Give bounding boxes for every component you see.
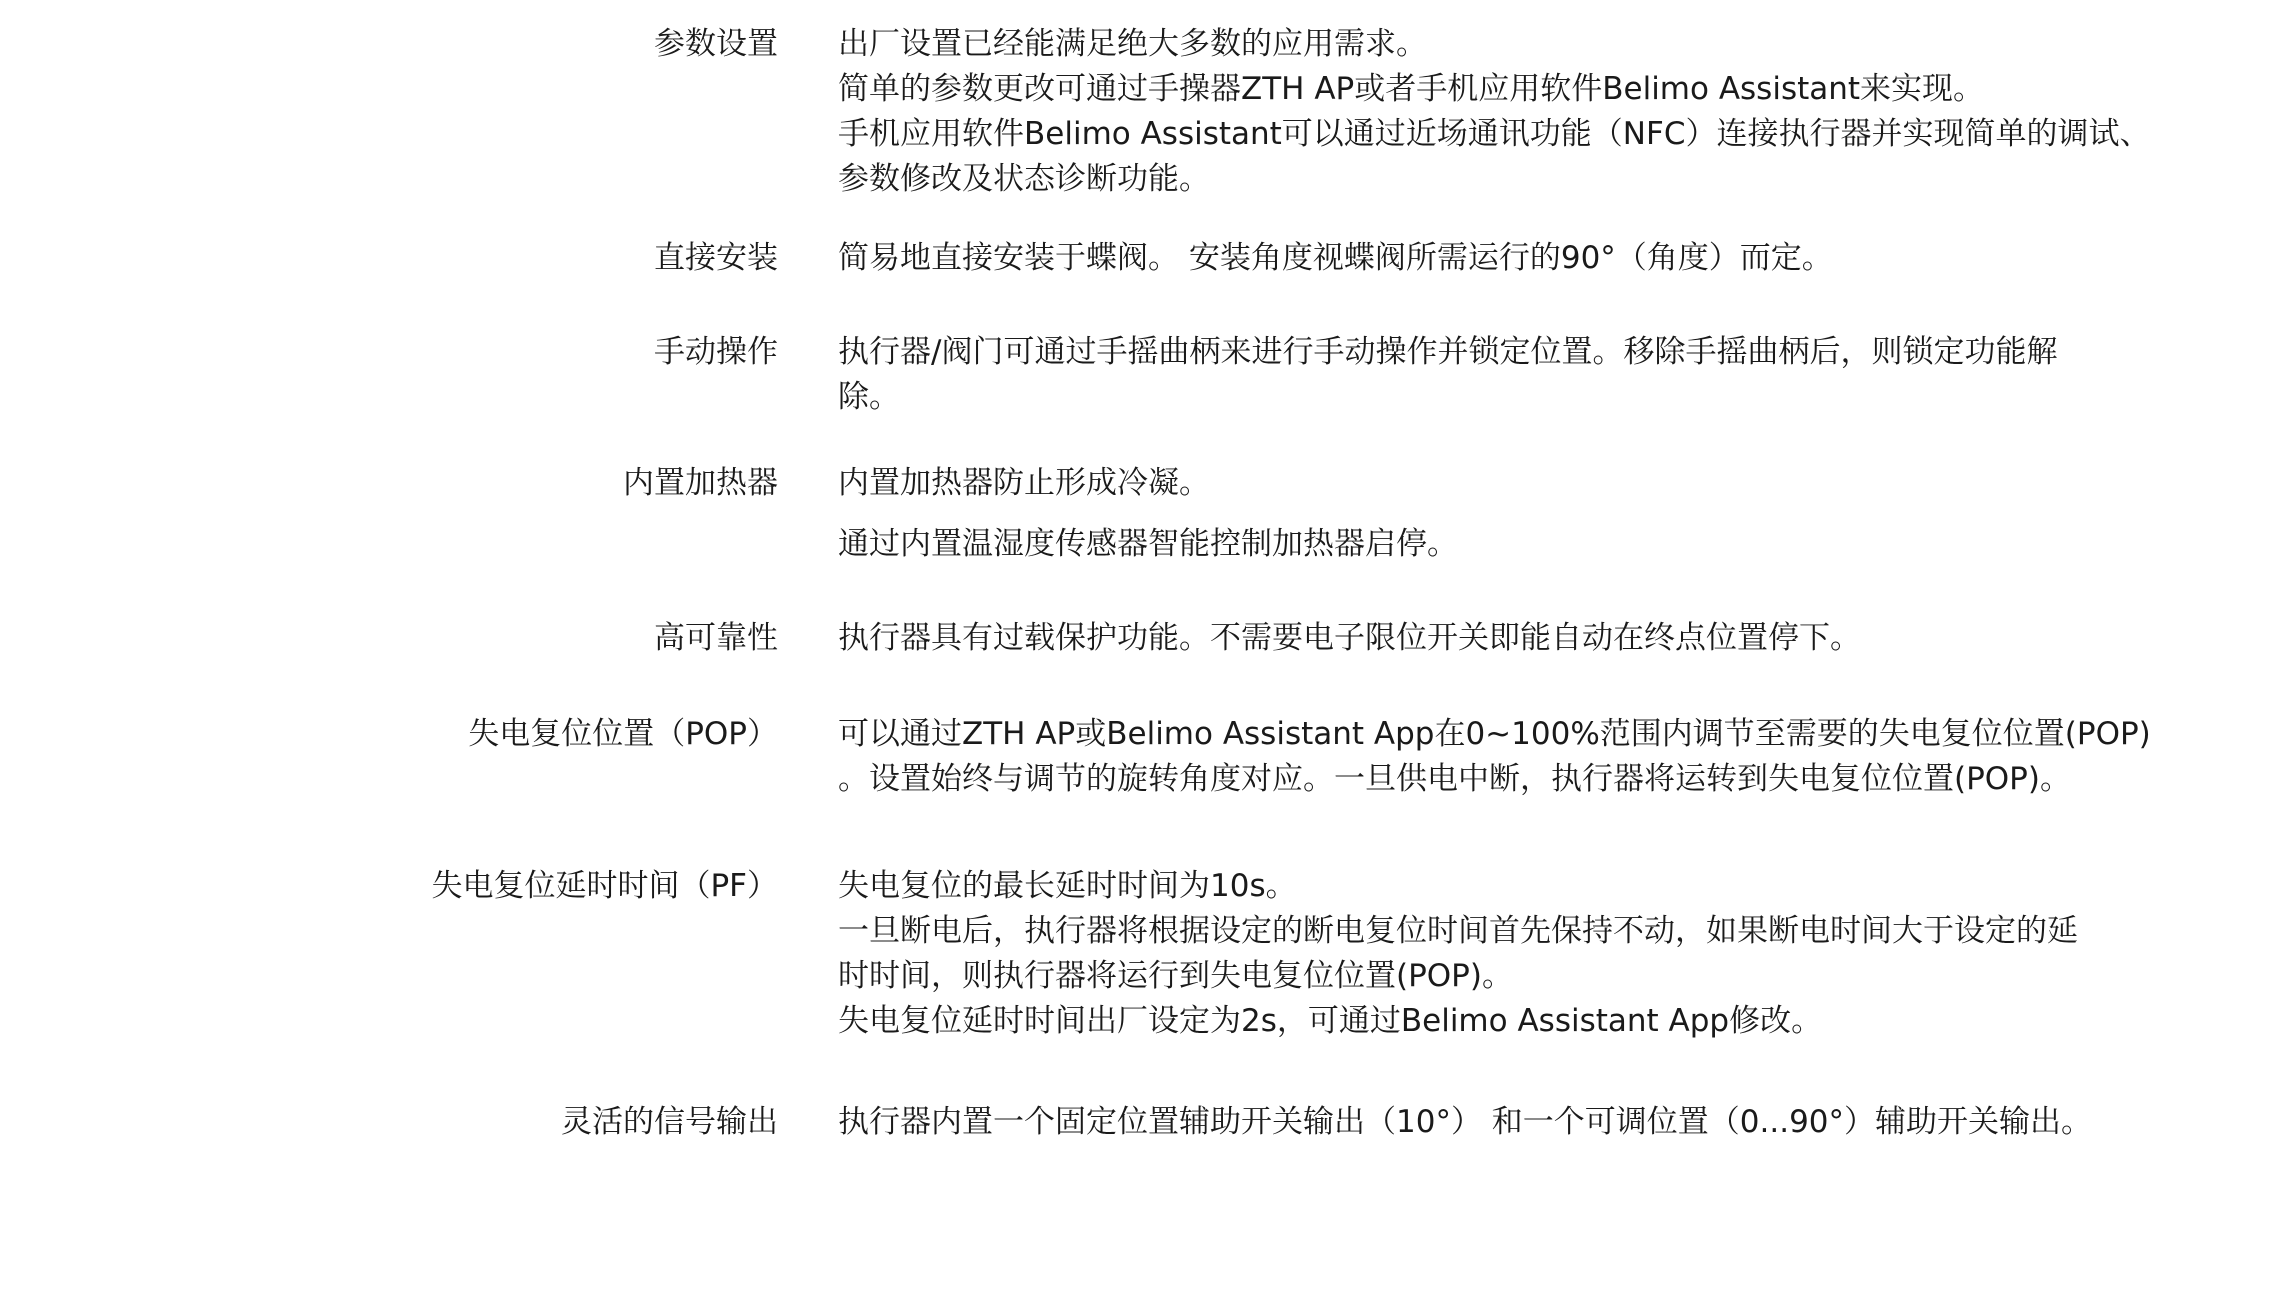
feature-description bbox=[838, 22, 2238, 202]
feature-label: 参数设置 bbox=[654, 26, 778, 62]
description-line: 。设置始终与调节的旋转角度对应。一旦供电中断，执行器将运转到失电复位位置(POP)。 bbox=[838, 761, 2071, 797]
description-line: 简单的参数更改可通过手操器ZTH AP或者手机应用软件Belimo Assistant来实现。 bbox=[838, 71, 1985, 107]
description-line: 参数修改及状态诊断功能。 bbox=[838, 161, 1210, 197]
feature-description bbox=[838, 712, 2238, 802]
description-line: 简易地直接安装于蝶阀。 安装角度视蝶阀所需运行的90°（角度）而定。 bbox=[838, 240, 1833, 276]
description-line: 失电复位延时时间出厂设定为2s，可通过Belimo Assistant App修改。 bbox=[838, 1003, 1823, 1039]
feature-description bbox=[838, 461, 2238, 567]
description-line: 时时间，则执行器将运行到失电复位位置(POP)。 bbox=[838, 958, 1513, 994]
description-line: 可以通过ZTH AP或Belimo Assistant App在0~100%范围内调节至需要的失电复位位置(POP) bbox=[838, 716, 2151, 752]
description-line: 一旦断电后，执行器将根据设定的断电复位时间首先保持不动，如果断电时间大于设定的延 bbox=[838, 913, 2078, 949]
description-line: 手机应用软件Belimo Assistant可以通过近场通讯功能（NFC）连接执行器并实现简单的调试、 bbox=[838, 116, 2151, 152]
feature-description bbox=[838, 330, 2238, 420]
feature-label: 灵活的信号输出 bbox=[561, 1104, 778, 1140]
feature-description bbox=[838, 616, 2238, 661]
feature-label: 失电复位延时时间（PF） bbox=[431, 868, 778, 904]
description-line: 通过内置温湿度传感器智能控制加热器启停。 bbox=[838, 526, 1458, 562]
feature-description bbox=[838, 1100, 2238, 1145]
feature-label: 内置加热器 bbox=[623, 465, 778, 501]
description-line: 执行器内置一个固定位置辅助开关输出（10°） 和一个可调位置（0...90°）辅助开关输出。 bbox=[838, 1104, 2093, 1140]
feature-label: 高可靠性 bbox=[654, 620, 778, 656]
feature-label: 直接安装 bbox=[654, 240, 778, 276]
description-line: 出厂设置已经能满足绝大多数的应用需求。 bbox=[838, 26, 1427, 62]
description-line: 执行器具有过载保护功能。不需要电子限位开关即能自动在终点位置停下。 bbox=[838, 620, 1861, 656]
feature-label: 失电复位位置（POP） bbox=[468, 716, 778, 752]
description-line: 执行器/阀门可通过手摇曲柄来进行手动操作并锁定位置。移除手摇曲柄后，则锁定功能解 bbox=[838, 334, 2058, 370]
feature-label: 手动操作 bbox=[654, 334, 778, 370]
feature-description bbox=[838, 864, 2238, 1044]
feature-description bbox=[838, 236, 2238, 281]
description-line: 内置加热器防止形成冷凝。 bbox=[838, 465, 1210, 501]
description-line: 除。 bbox=[838, 379, 900, 415]
description-line: 失电复位的最长延时时间为10s。 bbox=[838, 868, 1297, 904]
